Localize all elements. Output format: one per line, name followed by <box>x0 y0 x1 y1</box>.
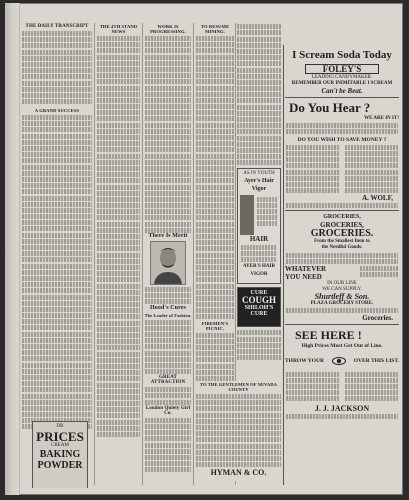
baking-powder-ad: DR PRICES CREAM BAKING POWDER <box>32 421 88 488</box>
eye-icon <box>332 352 346 370</box>
headline: Loudon Quiety Girl Co. <box>145 405 191 416</box>
page-binding-gutter <box>5 3 20 495</box>
column-rule <box>283 45 284 485</box>
gentlemen-notice: TO THE GENTLEMEN OF NEVADA COUNTY HYMAN & CO. <box>195 381 282 481</box>
newspaper-page <box>5 3 403 495</box>
masthead-title: THE DAILY TRANSCRIPT <box>25 24 89 29</box>
headline: Hood's Cures <box>150 304 186 311</box>
headline: The Leader of Fashion. <box>144 312 192 318</box>
portrait-image <box>150 241 186 285</box>
column-rule <box>193 23 194 485</box>
right-advertisements: I Scream Soda Today FOLEY'S LEADING CANDYMAKER. REMEMBER OUR INIMITABLE I SCREAM Can't be Beat. Do You Hear ? WE ARE IN IT! DO YOU WISH TO SAVE MONEY ? A. WOLF, GROCERIES, GROCERIES, GROCERIES. From the Smallest Item to the Needful Goods. WHATEVER YOU NEED IN OUR LINE WE CAN SUPPLY. Shurtleff & Son. PLAZA GROCERY STORE. Groceries. SEE HERE ! High Prices Must Get Out of Line. THROW YOUR OVER THIS LIST. J. J. JACKSON <box>285 47 399 487</box>
column-1 <box>21 23 93 488</box>
headline: GREAT ATTRACTION <box>150 375 186 386</box>
headline: THE 4TH STAND NEWS <box>99 24 138 34</box>
section-heading: A GRAND SUCCESS <box>34 108 80 114</box>
column-2 <box>96 23 141 488</box>
hear-ad-title: Do You Hear ? <box>289 100 371 115</box>
headline: FIREMEN'S PICNIC. <box>201 320 229 331</box>
column-rule <box>94 23 95 485</box>
headline: TO RESUME MINING. <box>200 24 230 34</box>
column-rule <box>142 23 143 485</box>
ayers-hair-vigor-ad: AS IN YOUTH Ayer's Hair Vigor HAIR AYER'S HAIR VIGOR <box>237 168 281 284</box>
shilohs-cure-ad: CURE COUGH SHILOH'S CURE <box>237 287 281 327</box>
see-here-title: SEE HERE ! <box>295 328 362 343</box>
column-3 <box>144 23 192 488</box>
headline: There Is Merit <box>148 233 188 239</box>
woman-illustration <box>240 195 254 235</box>
soda-ad-title: I Scream Soda Today <box>292 49 392 61</box>
headline: WORK IS PROGRESSING. <box>150 24 186 34</box>
